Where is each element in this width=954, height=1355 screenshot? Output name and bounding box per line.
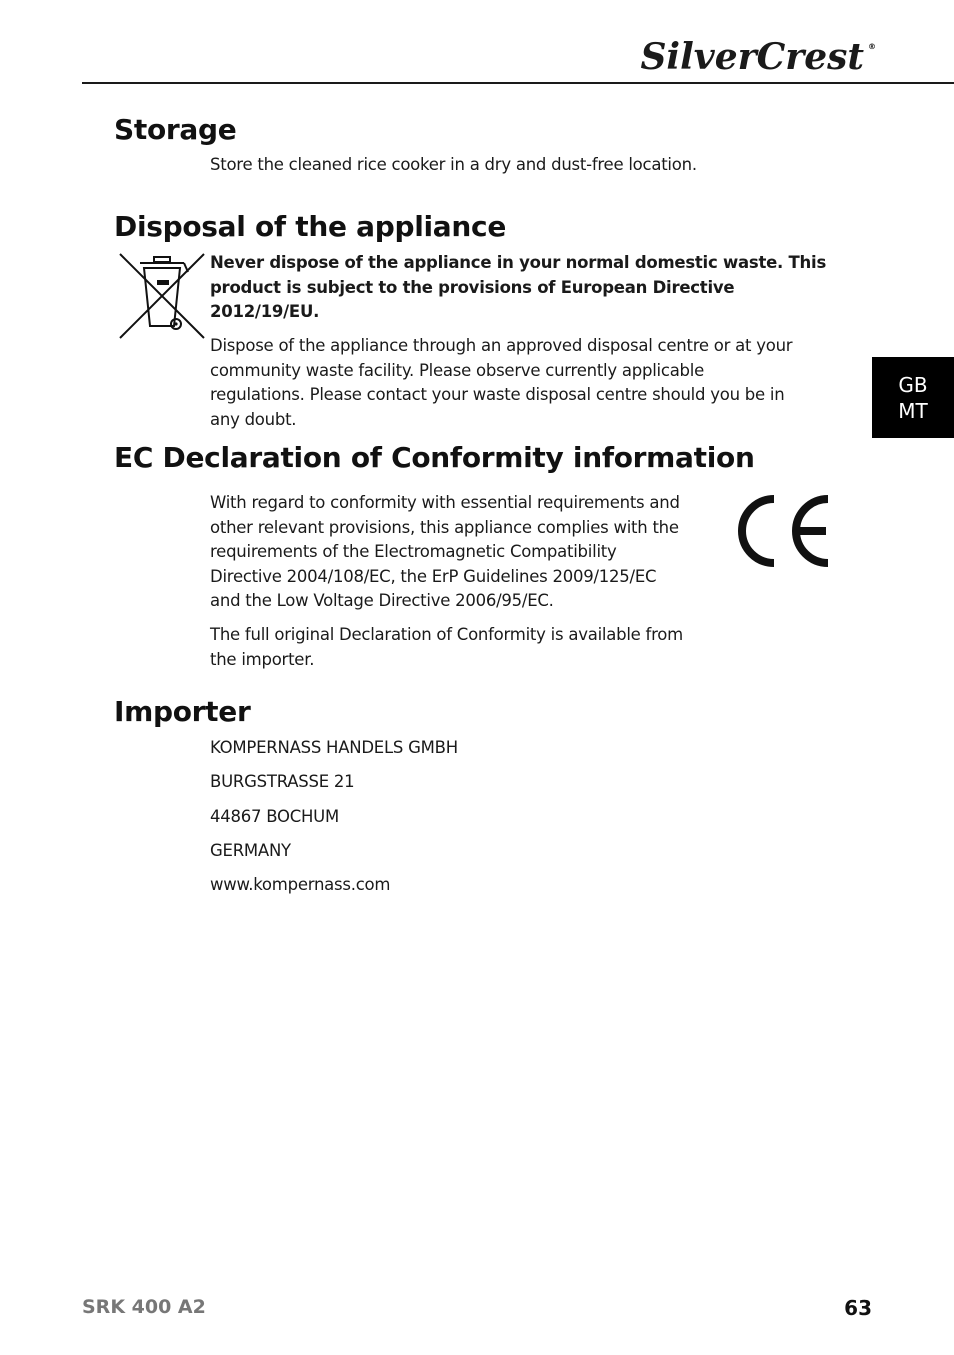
ec-declaration-text: With regard to conformity with essential requirements and other relevant provisions, this appliance complies with the requirements of the Electromagnetic Compatibility Directive 2004/108/EC, the ErP Guidelines 2009/125/EC and the Low Voltage Directive 2006/95/EC.: [210, 493, 680, 610]
importer-website: www.kompernass.com: [210, 875, 391, 894]
disposal-warning: Never dispose of the appliance in your normal domestic waste. This product is subject to the provisions of European Directive 2012/19/EU.: [210, 253, 827, 321]
brand-name: SilverCrest: [640, 36, 864, 78]
crossed-out-wheelie-bin-icon: [116, 250, 208, 342]
page-number: 63: [844, 1296, 872, 1320]
importer-city: 44867 BOCHUM: [210, 807, 339, 826]
storage-text: Store the cleaned rice cooker in a dry and dust-free location.: [210, 155, 697, 174]
disposal-text: Dispose of the appliance through an approved disposal centre or at your community waste facility. Please observe currently applicable regulations. Please contact your waste disposal centre should you be in any doubt.: [210, 336, 793, 429]
ec-declaration-heading: EC Declaration of Conformity information: [114, 441, 755, 474]
brand-logo: [640, 36, 876, 78]
header-divider: [82, 82, 954, 84]
importer-street: BURGSTRASSE 21: [210, 772, 355, 791]
disposal-heading: Disposal of the appliance: [114, 210, 507, 243]
footer-model-number: SRK 400 A2: [82, 1296, 206, 1318]
importer-country: GERMANY: [210, 841, 291, 860]
ce-mark-icon: [734, 494, 832, 568]
registered-mark: ®: [868, 42, 876, 51]
storage-heading: Storage: [114, 113, 237, 146]
importer-company: KOMPERNASS HANDELS GMBH: [210, 738, 458, 757]
ec-declaration-availability: The full original Declaration of Conformity is available from the importer.: [210, 625, 683, 669]
language-code-gb: GB: [898, 372, 928, 397]
language-code-mt: MT: [898, 398, 928, 423]
language-tab: [872, 357, 954, 438]
importer-heading: Importer: [114, 695, 251, 728]
